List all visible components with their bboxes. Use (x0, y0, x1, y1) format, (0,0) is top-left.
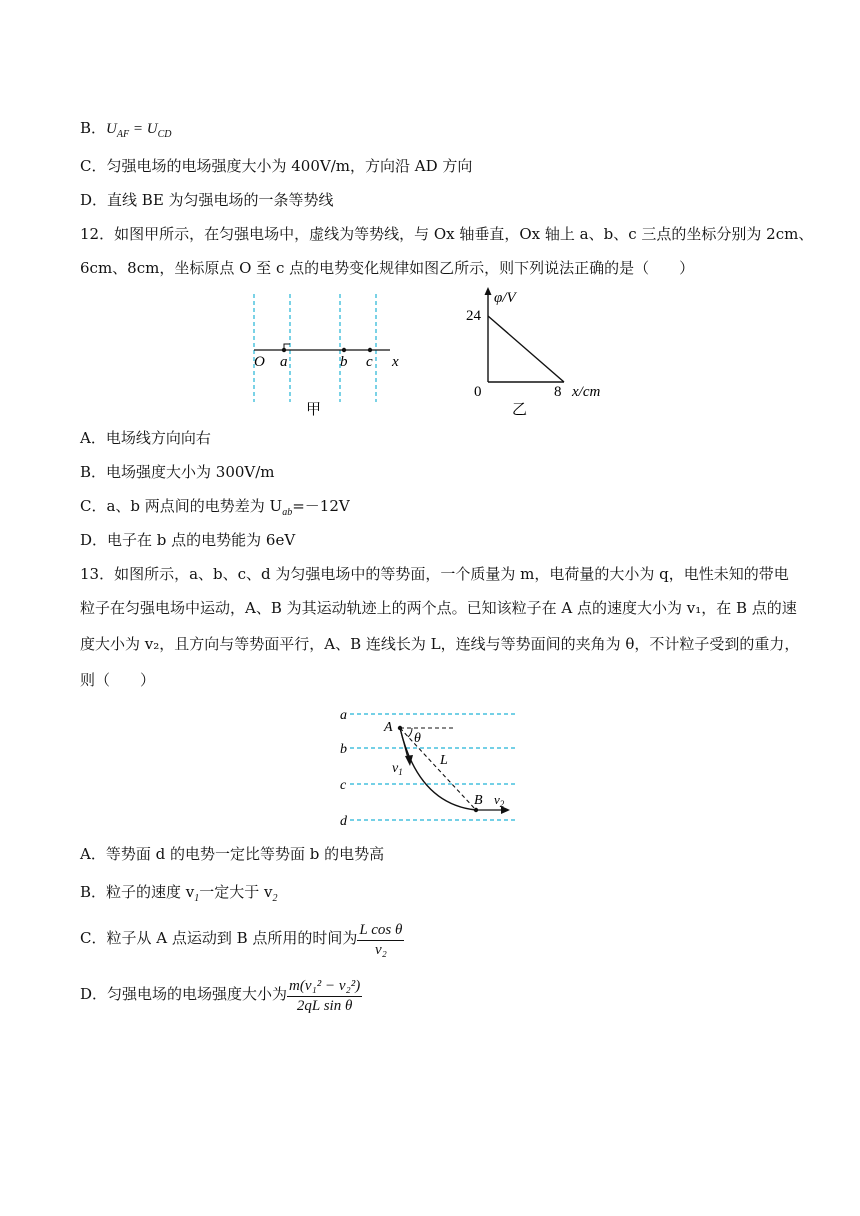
label-x: x (392, 354, 399, 370)
q12-figure-yi (460, 284, 630, 420)
x-value-8: 8 (554, 384, 562, 400)
label-a: a (280, 354, 288, 370)
origin-0: 0 (474, 384, 482, 400)
plane-d: d (340, 814, 347, 829)
q12-stem-line2: 6cm、8cm，坐标原点 O 至 c 点的电势变化规律如图乙所示，则下列说法正确的是（ ） (80, 259, 695, 277)
label-b: b (340, 354, 348, 370)
caption-yi: 乙 (512, 402, 528, 418)
point-b: B (474, 793, 483, 808)
q11-option-d: D．直线 BE 为匀强电场的一条等势线 (80, 191, 334, 209)
q12-stem-line1: 12．如图甲所示，在匀强电场中，虚线为等势线，与 Ox 轴垂直，Ox 轴上 a、b、c 三点的坐标分别为 2cm、 (80, 225, 814, 243)
label-o: O (254, 354, 265, 370)
q12-option-c: C．a、b 两点间的电势差为 $U_{ab}=-12V$ (80, 497, 350, 518)
label-c: c (366, 354, 373, 370)
q13-option-b: B．粒子的速度 $v_1$一定大于 $v_2$ (80, 883, 278, 904)
q11-option-c: C．匀强电场的电场强度大小为 400V/m，方向沿 AD 方向 (80, 157, 473, 175)
x-axis-label: x/cm (572, 384, 601, 400)
q12-figure-jia (240, 290, 410, 420)
plane-c: c (340, 778, 347, 793)
angle-theta: θ (414, 731, 421, 746)
q13-option-c: C．粒子从 A 点运动到 B 点所用的时间为 $\frac{\text{L cos θ}}{\text{v₂}}$ (80, 921, 403, 958)
fraction-field-strength: $\frac{\text{m(v₁² − v₂²)}}{\text{2qL sin θ}}$ (289, 977, 361, 1014)
point-a: A (384, 720, 393, 735)
label-l: L (440, 753, 448, 768)
y-value-24: 24 (466, 308, 481, 324)
q13-figure (330, 700, 530, 832)
q13-stem-line3: 度大小为 v₂，且方向与等势面平行，A、B 连线长为 L，连线与等势面间的夹角为 θ，不计粒子受到的重力， (80, 635, 800, 653)
fraction-time: $\frac{\text{L cos θ}}{\text{v₂}}$ (359, 921, 403, 958)
q13-stem-line1: 13．如图所示，a、b、c、d 为匀强电场中的等势面，一个质量为 m，电荷量的大小为 q，电性未知的带电 (80, 565, 789, 583)
q13-option-a: A．等势面 d 的电势一定比等势面 b 的电势高 (80, 845, 385, 863)
plane-a: a (340, 708, 347, 723)
caption-jia: 甲 (306, 402, 322, 418)
q12-option-a: A．电场线方向向右 (80, 429, 211, 447)
label-v1: $v_1$ (392, 761, 403, 777)
symbol-u: U (106, 121, 117, 137)
plane-b: b (340, 742, 347, 757)
q11-option-b: B．$U_{AF} = U_{CD}$ (80, 119, 172, 140)
q13-stem-line2: 粒子在匀强电场中运动，A、B 为其运动轨迹上的两个点。已知该粒子在 A 点的速度大小为 v₁，在 B 点的速 (80, 599, 797, 617)
q12-option-d: D．电子在 b 点的电势能为 6eV (80, 531, 296, 549)
label-v2: $v_2$ (494, 792, 505, 809)
y-axis-label: φ/V (494, 290, 516, 306)
q12-option-b: B．电场强度大小为 300V/m (80, 463, 275, 481)
q13-option-d: D．匀强电场的电场强度大小为 $\frac{\text{m(v₁² − v₂²)}}{\text{2qL sin θ}}$ (80, 977, 361, 1014)
q13-stem-line4: 则（ ） (80, 671, 156, 689)
